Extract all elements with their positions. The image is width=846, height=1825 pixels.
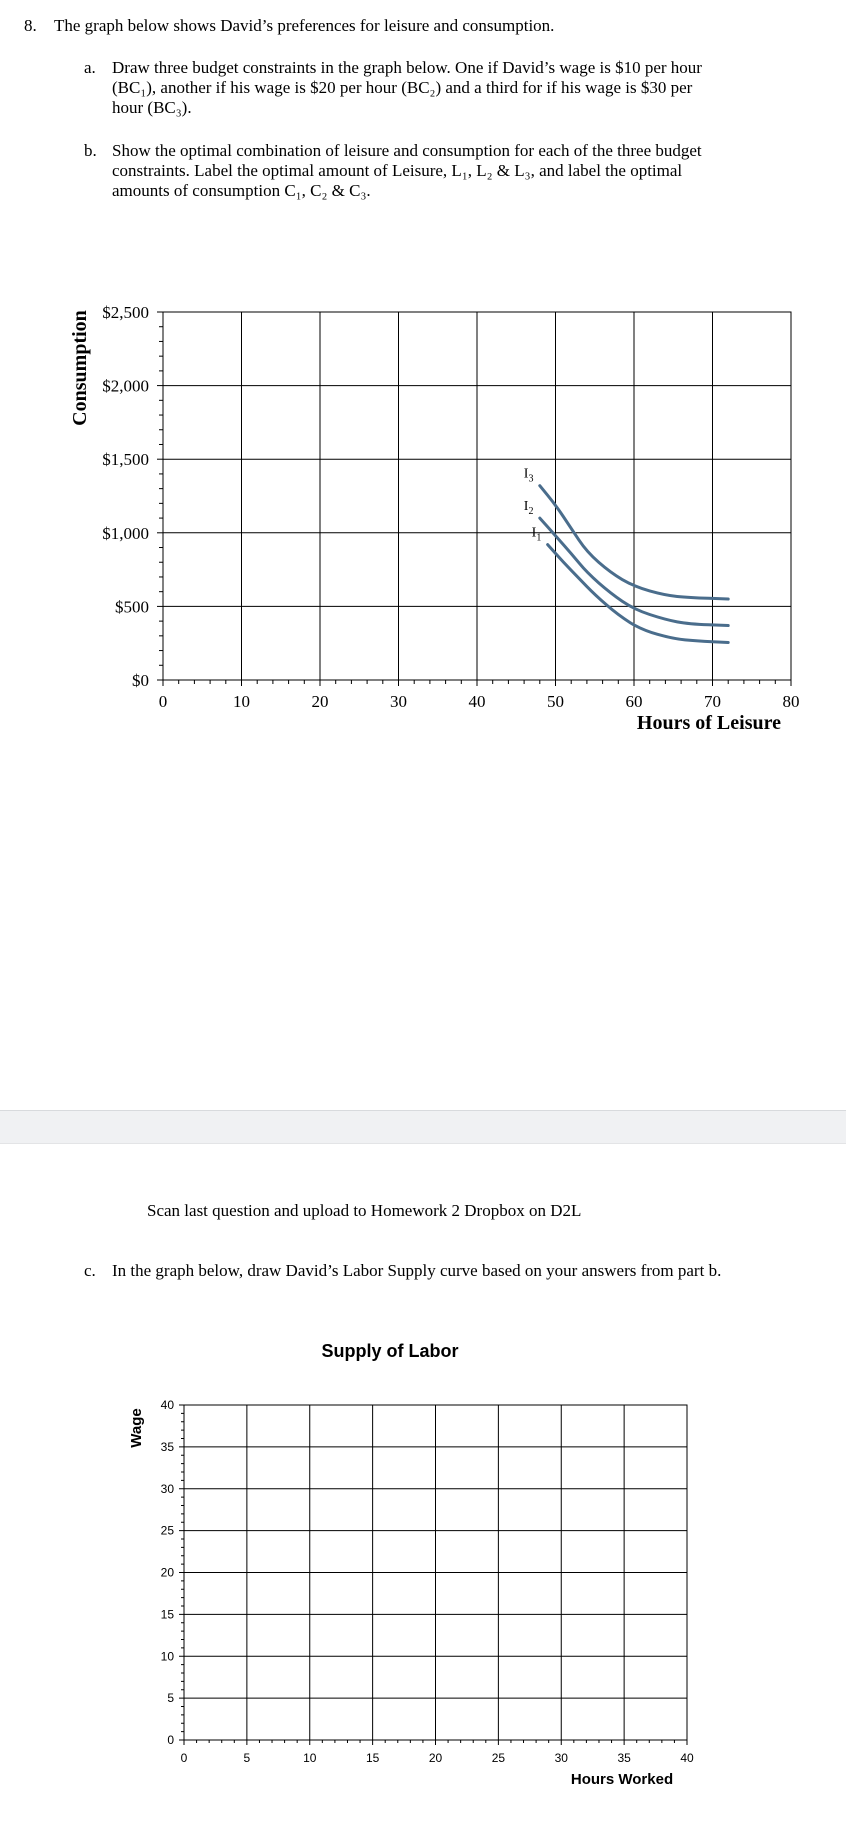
- y-tick-label: 20: [160, 1565, 174, 1580]
- y-axis-title: Wage: [128, 1408, 145, 1448]
- part-a-line-3: hour (BC₃).: [112, 98, 192, 117]
- leisure-consumption-chart: [0, 290, 846, 750]
- y-tick-label: 0: [167, 1733, 174, 1747]
- part-a-label: a.: [84, 58, 96, 77]
- x-tick-label: 20: [428, 1751, 443, 1765]
- x-tick-label: 40: [680, 1751, 694, 1765]
- y-tick-label: 25: [160, 1523, 174, 1538]
- part-b-line-3: amounts of consumption C₁, C₂ & C₃.: [112, 181, 371, 200]
- x-axis-title: Hours Worked: [570, 1771, 674, 1788]
- curve-label-i3: $I_3$: [523, 466, 534, 485]
- x-tick-label: 15: [365, 1751, 380, 1765]
- x-tick-label: 60: [625, 692, 643, 711]
- x-tick-label: 10: [233, 692, 250, 711]
- x-tick-label: 70: [704, 692, 721, 711]
- x-tick-label: 25: [491, 1751, 506, 1765]
- part-b-label: b.: [84, 141, 97, 160]
- x-tick-label: 35: [617, 1751, 631, 1765]
- supply-of-labor-chart: [0, 1330, 846, 1800]
- y-tick-label: $500: [115, 597, 149, 617]
- y-tick-label: $1,000: [102, 523, 149, 543]
- x-tick-label: 5: [243, 1751, 251, 1765]
- y-axis-title: Consumption: [69, 310, 91, 426]
- chart-title: Supply of Labor: [321, 1341, 459, 1361]
- x-tick-label: 20: [311, 692, 329, 711]
- y-tick-label: $1,500: [102, 450, 149, 470]
- y-tick-label: 10: [160, 1649, 174, 1664]
- curve-label-i1: $I_1$: [531, 525, 542, 544]
- x-tick-label: 10: [303, 1751, 317, 1765]
- y-tick-label: $0: [132, 671, 149, 690]
- y-tick-label: 15: [160, 1607, 174, 1622]
- y-tick-label: 40: [160, 1398, 174, 1412]
- part-a-line-1: Draw three budget constraints in the graph below. One if David’s wage is $10 per hour: [112, 58, 702, 77]
- x-tick-label: 0: [158, 692, 168, 711]
- question-number: 8.: [24, 16, 37, 35]
- question-text: The graph below shows David’s preferences for leisure and consumption.: [54, 16, 555, 35]
- y-tick-label: 35: [160, 1439, 174, 1454]
- x-tick-label: 30: [390, 692, 407, 711]
- part-c-label: c.: [84, 1261, 96, 1280]
- upload-note: Scan last question and upload to Homework 2 Dropbox on D2L: [147, 1201, 582, 1220]
- x-tick-label: 0: [180, 1751, 188, 1765]
- y-tick-label: $2,000: [102, 376, 149, 396]
- part-c-text: In the graph below, draw David’s Labor Supply curve based on your answers from part b.: [112, 1261, 722, 1280]
- y-tick-label: 5: [167, 1691, 174, 1706]
- y-tick-label: 30: [160, 1481, 174, 1496]
- x-tick-label: 40: [468, 692, 486, 711]
- page-divider: [0, 1110, 846, 1144]
- x-tick-label: 30: [554, 1751, 568, 1765]
- x-axis-title: Hours of Leisure: [636, 712, 781, 734]
- y-tick-label: $2,500: [102, 303, 149, 322]
- part-a-line-2: (BC₁), another if his wage is $20 per hour (BC₂) and a third for if his wage is $30 per: [112, 78, 693, 97]
- part-b-line-1: Show the optimal combination of leisure and consumption for each of the three budget: [112, 141, 702, 160]
- x-tick-label: 50: [547, 692, 564, 711]
- part-b-line-2: constraints. Label the optimal amount of Leisure, L₁, L₂ & L₃, and label the optimal: [112, 161, 683, 180]
- curve-label-i2: $I_2$: [523, 499, 534, 518]
- x-tick-label: 80: [782, 692, 800, 711]
